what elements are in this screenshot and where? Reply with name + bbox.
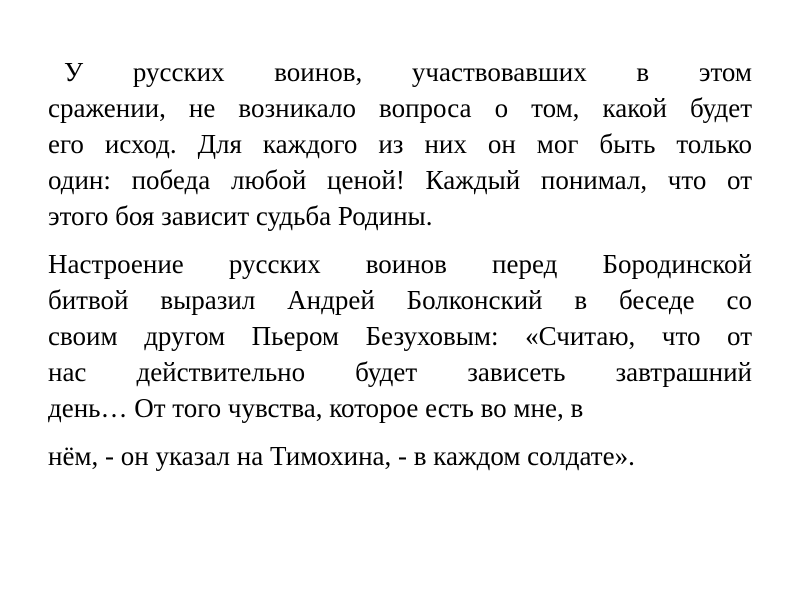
text-line: битвой выразил Андрей Болконский в беседе со xyxy=(48,285,752,315)
paragraph-2 xyxy=(48,246,752,426)
text-line: нём, - он указал на Тимохина, - в каждом солдате». xyxy=(48,441,635,471)
text-line: У русских воинов, участвовавших в этом xyxy=(64,57,752,87)
text-line: Настроение русских воинов перед Бородинской xyxy=(48,249,752,279)
text-line: сражении, не возникало вопроса о том, какой будет xyxy=(48,93,752,123)
text-line: этого боя зависит судьба Родины. xyxy=(48,201,433,231)
text-line: один: победа любой ценой! Каждый понимал, что от xyxy=(48,165,752,195)
text-line: своим другом Пьером Безуховым: «Считаю, что от xyxy=(48,321,752,351)
paragraph-1 xyxy=(48,54,752,234)
text-line: день… От того чувства, которое есть во мне, в xyxy=(48,393,584,423)
text-line: его исход. Для каждого из них он мог быть только xyxy=(48,129,752,159)
paragraph-3 xyxy=(48,438,752,474)
text-line: нас действительно будет зависеть завтрашний xyxy=(48,357,752,387)
